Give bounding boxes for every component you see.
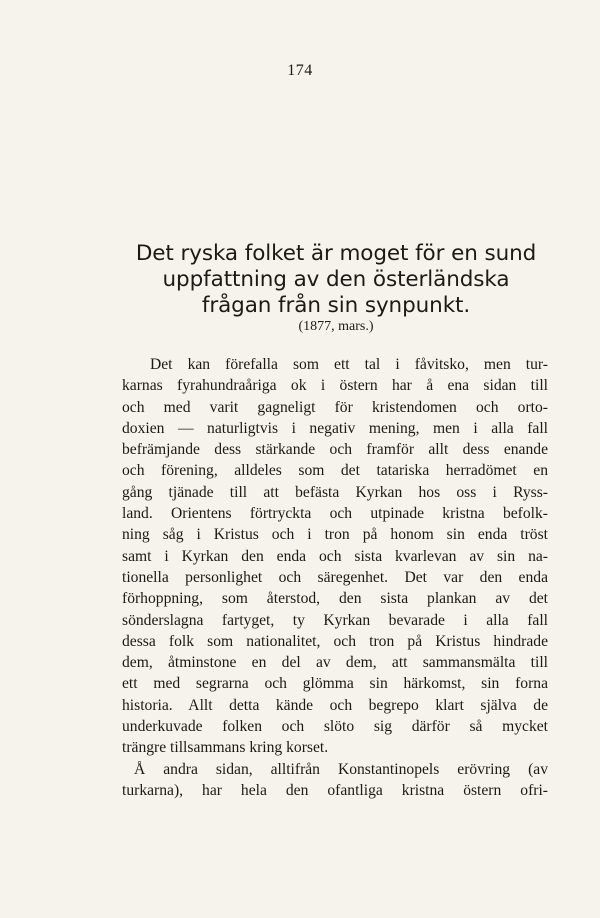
text-line: ett med segrarna och glömma sin härkomst, sin forna	[122, 675, 548, 693]
text-line: trängre tillsammans kring korset.	[122, 739, 329, 757]
page-number: 174	[287, 62, 313, 79]
title-line: Det ryska folket är moget för en sund	[135, 241, 537, 266]
text-line: Det kan förefalla som ett tal i fåvitsko, men tur-	[150, 356, 548, 373]
text-line: gång tjänade till att befästa Kyrkan hos oss i Ryss-	[122, 483, 548, 501]
text-line: dem, åtminstone en del av dem, att sammansmälta till	[122, 654, 548, 672]
text-line: historia. Allt detta kände och begrepo klart själva de	[122, 696, 548, 714]
text-line: dessa folk som nationalitet, och tron på Kristus hindrade	[122, 632, 548, 650]
text-line: och med varit gagneligt för kristendomen och orto-	[122, 398, 548, 416]
text-line: Å andra sidan, alltifrån Konstantinopels erövring (av	[134, 760, 548, 778]
text-line: förhoppning, som återstod, den sista plankan av det	[122, 590, 548, 608]
body-text	[122, 354, 548, 801]
text-line: ning såg i Kristus och i tron på honom sin enda tröst	[122, 526, 548, 544]
text-line: land. Orientens förtryckta och utpinade kristna befolk-	[122, 505, 548, 523]
title-line: uppfattning av den österländska	[162, 267, 510, 292]
text-line: karnas fyrahundraåriga ok i östern har å ena sidan till	[122, 377, 548, 395]
text-line: och förening, alldeles som det tatariska herradömet en	[122, 462, 548, 480]
chapter-title	[110, 241, 562, 319]
text-line: tionella personlighet och säregenhet. Det var den enda	[122, 568, 548, 586]
text-line: doxien — naturligtvis i negativ mening, men i alla fall	[122, 419, 548, 437]
text-line: sönderslagna fartyget, ty Kyrkan bevarade i alla fall	[122, 611, 548, 629]
text-line: befrämjande dess stärkande och framför allt dess enande	[122, 441, 548, 459]
dateline: (1877, mars.)	[298, 319, 374, 334]
text-line: samt i Kyrkan den enda och sista kvarlevan av sin na-	[122, 547, 548, 565]
title-line: frågan från sin synpunkt.	[201, 293, 471, 318]
text-line: underkuvade folken och slöto sig därför så mycket	[122, 718, 548, 736]
text-line: turkarna), har hela den ofantliga kristna östern ofri-	[122, 781, 548, 799]
